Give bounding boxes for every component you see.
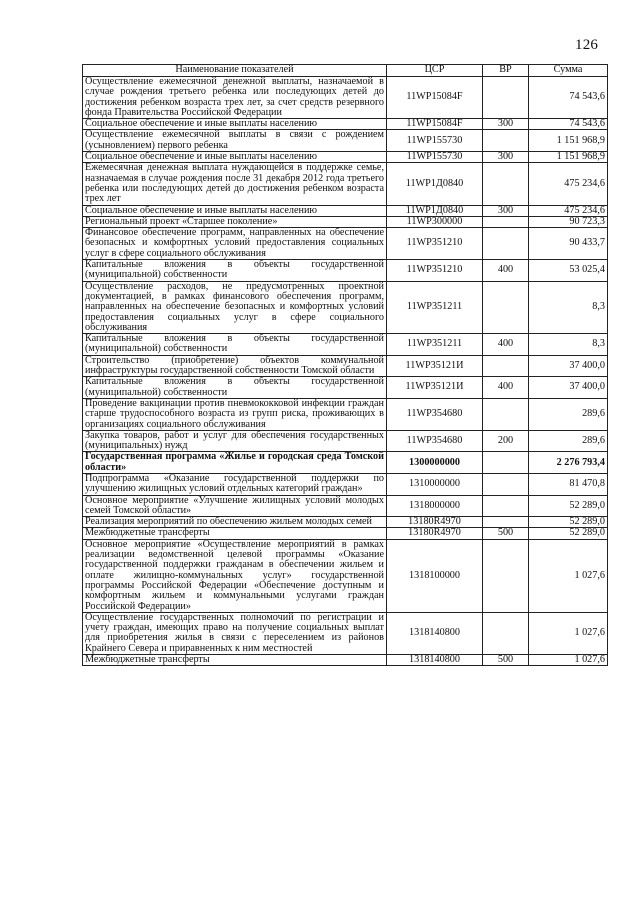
- cell-name: Капитальные вложения в объекты государственной (муниципальной) собственности: [83, 377, 387, 399]
- cell-vr: [483, 130, 529, 152]
- cell-vr: [483, 163, 529, 205]
- cell-csr: 11WP1Д0840: [387, 205, 483, 216]
- cell-name: Осуществление ежемесячной денежной выплаты, назначаемой в случае рождения третьего ребенка или последующих детей до достижения ребенком возраста трех лет, за счет средств резервного фонда Правительства Российской Федерации: [83, 77, 387, 119]
- cell-name: Региональный проект «Старшее поколение»: [83, 216, 387, 227]
- cell-name: Межбюджетные трансферты: [83, 528, 387, 539]
- cell-vr: 200: [483, 430, 529, 452]
- cell-name: Межбюджетные трансферты: [83, 655, 387, 666]
- cell-csr: 11WP351211: [387, 281, 483, 333]
- cell-vr: [483, 473, 529, 495]
- table-row: [83, 334, 608, 356]
- cell-name: Основное мероприятие «Осуществление мероприятий в рамках реализации ведомственной целевой программы «Оказание государственной поддержки гражданам в обеспечении жильем и оплате жилищно-коммунальных услуг» государственной программы Российской Федерации «Обеспечение доступным и комфортным жильем и коммунальными услугами граждан Российской Федерации»: [83, 539, 387, 612]
- cell-csr: 13180R4970: [387, 528, 483, 539]
- cell-vr: 400: [483, 334, 529, 356]
- cell-csr: 11WP15084F: [387, 119, 483, 130]
- cell-name: Осуществление расходов, не предусмотренных проектной документацией, в рамках финансового обеспечения программ, направленных на обеспечение безопасных и комфортных условий предоставления социальных услуг в сфере социального обслуживания: [83, 281, 387, 333]
- table-row: [83, 216, 608, 227]
- cell-sum: 37 400,0: [529, 355, 608, 377]
- cell-sum: 1 151 968,9: [529, 130, 608, 152]
- table-row: [83, 377, 608, 399]
- cell-csr: 11WP15084F: [387, 77, 483, 119]
- cell-vr: [483, 281, 529, 333]
- cell-csr: 11WP351210: [387, 260, 483, 282]
- cell-csr: 11WP1Д0840: [387, 163, 483, 205]
- cell-name: Капитальные вложения в объекты государственной (муниципальной) собственности: [83, 260, 387, 282]
- cell-name: Строительство (приобретение) объектов коммунальной инфраструктуры государственной собственности Томской области: [83, 355, 387, 377]
- cell-vr: [483, 77, 529, 119]
- cell-sum: 52 289,0: [529, 528, 608, 539]
- cell-name: Финансовое обеспечение программ, направленных на обеспечение безопасных и комфортных условий предоставления социальных услуг в сфере социального обслуживания: [83, 228, 387, 260]
- cell-name: Капитальные вложения в объекты государственной (муниципальной) собственности: [83, 334, 387, 356]
- table-row: [83, 355, 608, 377]
- cell-name: Реализация мероприятий по обеспечению жильем молодых семей: [83, 517, 387, 528]
- cell-sum: 1 027,6: [529, 612, 608, 654]
- cell-vr: [483, 355, 529, 377]
- cell-name: Социальное обеспечение и иные выплаты населению: [83, 152, 387, 163]
- table-row: [83, 539, 608, 612]
- cell-csr: 11WP155730: [387, 130, 483, 152]
- table-row: [83, 517, 608, 528]
- cell-name: Основное мероприятие «Улучшение жилищных условий молодых семей Томской области»: [83, 495, 387, 517]
- cell-csr: 1310000000: [387, 473, 483, 495]
- table-row: [83, 612, 608, 654]
- cell-vr: [483, 539, 529, 612]
- table-row: [83, 655, 608, 666]
- cell-vr: 300: [483, 119, 529, 130]
- table-row: [83, 281, 608, 333]
- table-row: [83, 398, 608, 430]
- cell-sum: 74 543,6: [529, 77, 608, 119]
- cell-csr: 1300000000: [387, 452, 483, 474]
- cell-vr: [483, 495, 529, 517]
- cell-csr: 11WP354680: [387, 430, 483, 452]
- cell-sum: 1 027,6: [529, 655, 608, 666]
- cell-name: Осуществление государственных полномочий по регистрации и учету граждан, имеющих право на получение социальных выплат для приобретения жилья в связи с переселением из районов Крайнего Севера и приравненных к ним местностей: [83, 612, 387, 654]
- cell-csr: 1318140800: [387, 655, 483, 666]
- cell-sum: 52 289,0: [529, 495, 608, 517]
- cell-name: Проведение вакцинации против пневмококковой инфекции граждан старше трудоспособного возраста из групп риска, проживающих в организациях социального обслуживания: [83, 398, 387, 430]
- table-row: [83, 228, 608, 260]
- cell-vr: [483, 228, 529, 260]
- budget-table: [82, 64, 608, 666]
- cell-vr: [483, 612, 529, 654]
- cell-vr: [483, 452, 529, 474]
- cell-name: Государственная программа «Жилье и городская среда Томской области»: [83, 452, 387, 474]
- table-row: [83, 205, 608, 216]
- cell-csr: 1318140800: [387, 612, 483, 654]
- cell-sum: 1 027,6: [529, 539, 608, 612]
- cell-name: Социальное обеспечение и иные выплаты населению: [83, 205, 387, 216]
- cell-csr: 11WP351210: [387, 228, 483, 260]
- table-row: [83, 130, 608, 152]
- cell-sum: 475 234,6: [529, 205, 608, 216]
- table-row: [83, 152, 608, 163]
- header-sum: Сумма: [529, 65, 608, 77]
- cell-vr: 300: [483, 205, 529, 216]
- cell-sum: 1 151 968,9: [529, 152, 608, 163]
- cell-csr: 11WP300000: [387, 216, 483, 227]
- cell-vr: 400: [483, 377, 529, 399]
- cell-vr: [483, 216, 529, 227]
- cell-sum: 81 470,8: [529, 473, 608, 495]
- cell-csr: 13180R4970: [387, 517, 483, 528]
- cell-sum: 53 025,4: [529, 260, 608, 282]
- cell-csr: 11WP35121И: [387, 377, 483, 399]
- header-vr: ВР: [483, 65, 529, 77]
- cell-name: Осуществление ежемесячной выплаты в связи с рождением (усыновлением) первого ребенка: [83, 130, 387, 152]
- cell-sum: 90 433,7: [529, 228, 608, 260]
- table-row: [83, 473, 608, 495]
- table-header-row: [83, 65, 608, 77]
- page-number: 126: [575, 37, 599, 53]
- cell-csr: 1318100000: [387, 539, 483, 612]
- table-row: [83, 119, 608, 130]
- cell-sum: 8,3: [529, 334, 608, 356]
- header-name: Наименование показателей: [83, 65, 387, 77]
- cell-sum: 475 234,6: [529, 163, 608, 205]
- cell-sum: 8,3: [529, 281, 608, 333]
- cell-vr: [483, 398, 529, 430]
- cell-sum: 74 543,6: [529, 119, 608, 130]
- table-row: [83, 495, 608, 517]
- cell-vr: 400: [483, 260, 529, 282]
- header-csr: ЦСР: [387, 65, 483, 77]
- cell-sum: 52 289,0: [529, 517, 608, 528]
- cell-vr: 300: [483, 152, 529, 163]
- cell-csr: 11WP35121И: [387, 355, 483, 377]
- table-row: [83, 430, 608, 452]
- cell-name: Социальное обеспечение и иные выплаты населению: [83, 119, 387, 130]
- cell-vr: 500: [483, 528, 529, 539]
- cell-csr: 11WP155730: [387, 152, 483, 163]
- table-row: [83, 163, 608, 205]
- cell-sum: 37 400,0: [529, 377, 608, 399]
- table-row: [83, 77, 608, 119]
- cell-sum: 289,6: [529, 430, 608, 452]
- cell-csr: 1318000000: [387, 495, 483, 517]
- cell-name: Закупка товаров, работ и услуг для обеспечения государственных (муниципальных) нужд: [83, 430, 387, 452]
- cell-csr: 11WP351211: [387, 334, 483, 356]
- cell-sum: 90 723,3: [529, 216, 608, 227]
- cell-vr: 500: [483, 655, 529, 666]
- table-row: [83, 452, 608, 474]
- table-row: [83, 260, 608, 282]
- cell-sum: 289,6: [529, 398, 608, 430]
- cell-csr: 11WP354680: [387, 398, 483, 430]
- table-row: [83, 528, 608, 539]
- cell-name: Подпрограмма «Оказание государственной поддержки по улучшению жилищных условий отдельных категорий граждан»: [83, 473, 387, 495]
- cell-vr: [483, 517, 529, 528]
- cell-sum: 2 276 793,4: [529, 452, 608, 474]
- cell-name: Ежемесячная денежная выплата нуждающейся в поддержке семье, назначаемая в случае рождения после 31 декабря 2012 года третьего ребенка или последующих детей до достижения ребенком возраста трех лет: [83, 163, 387, 205]
